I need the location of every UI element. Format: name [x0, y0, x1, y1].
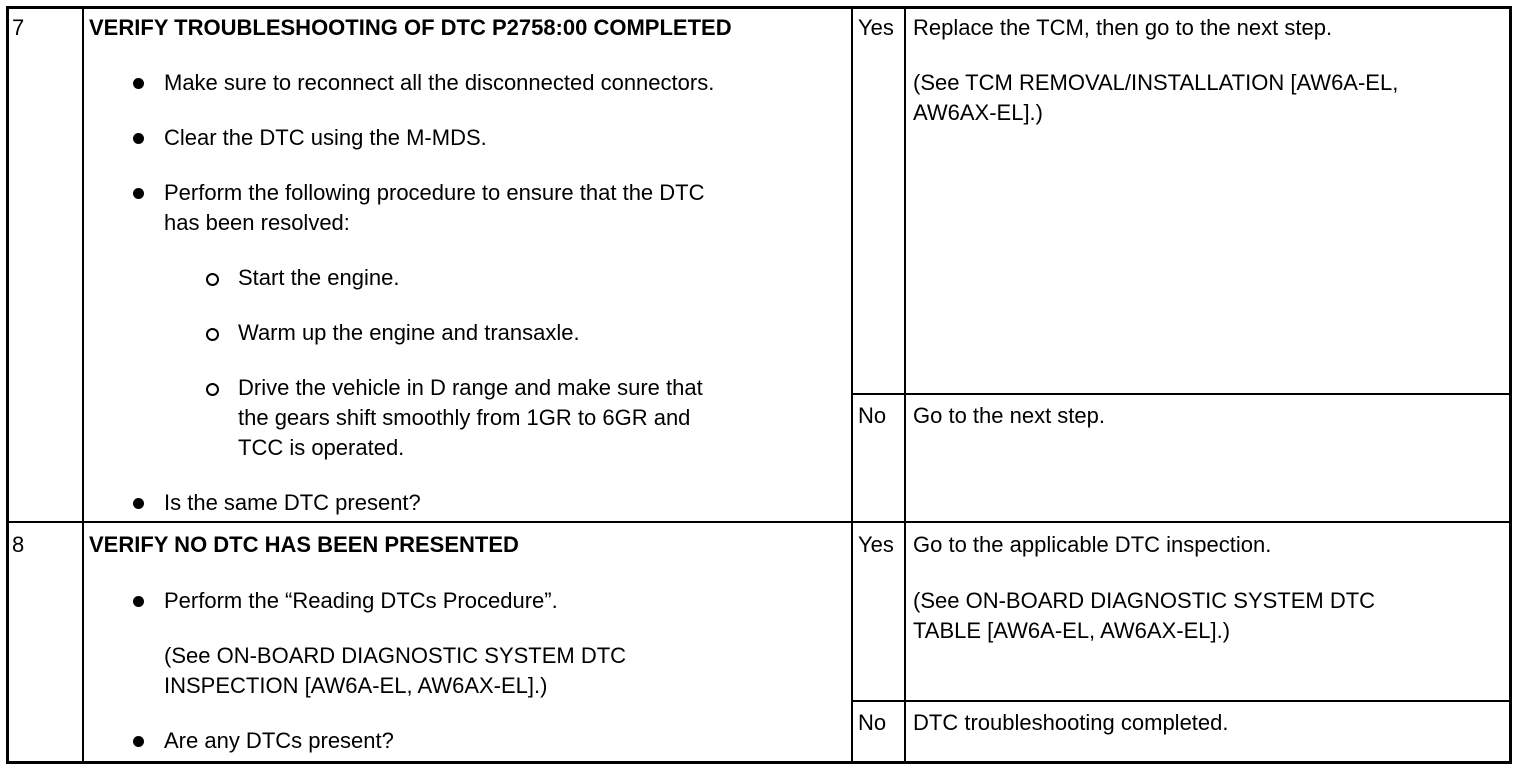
step-title: VERIFY NO DTC HAS BEEN PRESENTED — [89, 532, 519, 557]
answer-no-label: No — [858, 403, 887, 428]
bullet-dot — [133, 188, 144, 199]
yes-action-reference-continued: AW6AX-EL].) — [913, 100, 1043, 125]
row8-yes-no-divider — [851, 700, 1509, 702]
yes-action: Replace the TCM, then go to the next step. — [913, 15, 1333, 40]
step-number: 8 — [12, 532, 25, 557]
sub-bullet-circle — [206, 273, 219, 286]
bullet-dot — [133, 736, 144, 747]
sub-procedure-item-continued: the gears shift smoothly from 1GR to 6GR and — [238, 405, 691, 430]
sub-bullet-circle — [206, 328, 219, 341]
procedure-question: Are any DTCs present? — [164, 728, 394, 753]
sub-procedure-item: Warm up the engine and transaxle. — [238, 320, 580, 345]
sub-procedure-item: Drive the vehicle in D range and make sure that — [238, 375, 703, 400]
procedure-item-continued: has been resolved: — [164, 210, 350, 235]
row7-yes-no-divider — [851, 393, 1509, 395]
step-number: 7 — [12, 15, 25, 40]
answer-yes-label: Yes — [858, 15, 894, 40]
bullet-dot — [133, 596, 144, 607]
bullet-dot — [133, 498, 144, 509]
answer-no-label: No — [858, 710, 887, 735]
procedure-reference-continued: INSPECTION [AW6A-EL, AW6AX-EL].) — [164, 673, 548, 698]
yes-action-reference-continued: TABLE [AW6A-EL, AW6AX-EL].) — [913, 618, 1231, 643]
procedure-item: Make sure to reconnect all the disconnected connectors. — [164, 70, 715, 95]
sub-procedure-item-continued: TCC is operated. — [238, 435, 405, 460]
bullet-dot — [133, 78, 144, 89]
procedure-item: Perform the “Reading DTCs Procedure”. — [164, 588, 558, 613]
procedure-item: Clear the DTC using the M-MDS. — [164, 125, 487, 150]
yes-action-reference: (See ON-BOARD DIAGNOSTIC SYSTEM DTC — [913, 588, 1376, 613]
yes-action: Go to the applicable DTC inspection. — [913, 532, 1272, 557]
procedure-item: Perform the following procedure to ensure that the DTC — [164, 180, 705, 205]
yes-action-reference: (See TCM REMOVAL/INSTALLATION [AW6A-EL, — [913, 70, 1399, 95]
no-action: Go to the next step. — [913, 403, 1106, 428]
row-divider — [6, 521, 1509, 523]
column-divider-answer — [904, 6, 906, 761]
sub-procedure-item: Start the engine. — [238, 265, 400, 290]
step-title: VERIFY TROUBLESHOOTING OF DTC P2758:00 COMPLETED — [89, 15, 732, 40]
answer-yes-label: Yes — [858, 532, 894, 557]
bullet-dot — [133, 133, 144, 144]
column-divider-procedure — [851, 6, 853, 761]
procedure-question: Is the same DTC present? — [164, 490, 421, 515]
sub-bullet-circle — [206, 383, 219, 396]
no-action: DTC troubleshooting completed. — [913, 710, 1229, 735]
procedure-reference: (See ON-BOARD DIAGNOSTIC SYSTEM DTC — [164, 643, 627, 668]
column-divider-step — [82, 6, 84, 761]
